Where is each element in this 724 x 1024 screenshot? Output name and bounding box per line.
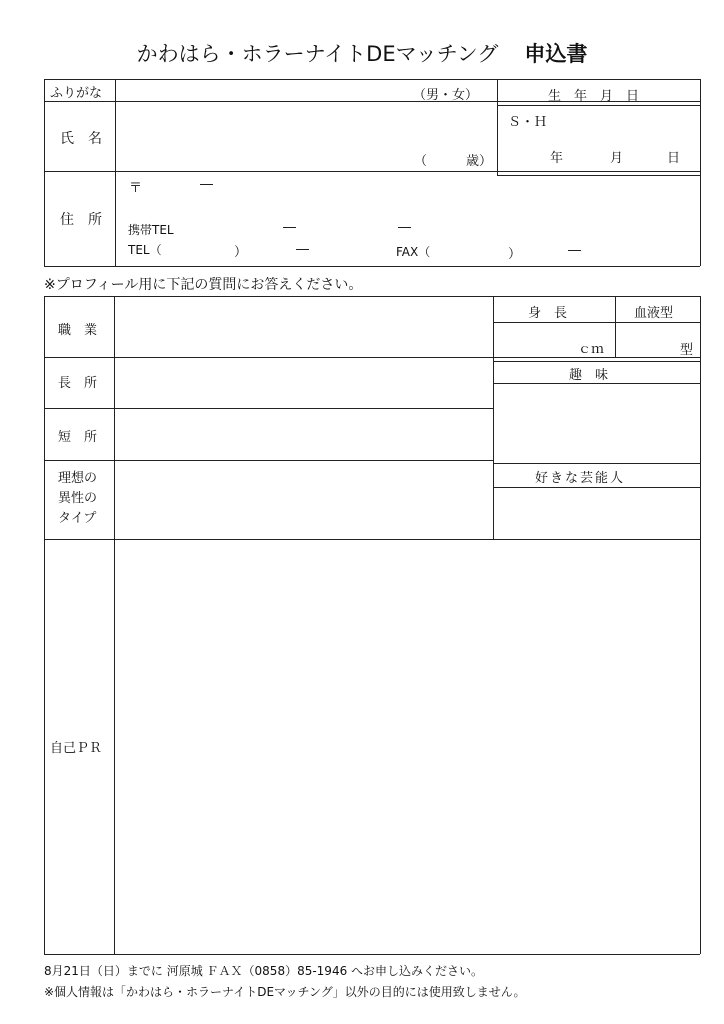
favorite-celebrity-field[interactable]: [495, 489, 699, 538]
height-field[interactable]: [495, 324, 613, 356]
ideal-type-label-line1: 理想の: [58, 471, 98, 486]
strength-label: 長 所: [58, 376, 98, 391]
table-left-border: [44, 79, 45, 266]
fax-close: ）: [508, 247, 522, 262]
blood-type-field[interactable]: [617, 324, 699, 356]
blood-type-unit: 型: [680, 343, 694, 358]
name-row-border: [44, 171, 700, 172]
profile-left-border: [44, 296, 45, 954]
self-pr-field[interactable]: [116, 541, 699, 952]
fax-dash: ―: [568, 243, 581, 258]
furigana-label: ふりがな: [50, 86, 103, 101]
height-unit: ｃｍ: [578, 342, 605, 357]
name-field[interactable]: [116, 102, 406, 170]
height-label: 身 長: [528, 306, 568, 321]
tel-dash: ―: [296, 242, 309, 257]
birthdate-header-border: [497, 105, 700, 106]
birth-year-unit: 年: [550, 151, 564, 166]
era-selector[interactable]: Ｓ・Ｈ: [508, 115, 548, 130]
ideal-type-label-line2: 異性の: [58, 491, 98, 506]
address-label: 住 所: [60, 212, 102, 228]
hobby-top-border: [493, 361, 700, 362]
celeb-header-border: [493, 487, 700, 488]
favorite-celebrity-label: 好きな芸能人: [535, 471, 626, 486]
blood-type-label: 血液型: [634, 306, 674, 321]
occupation-row-border: [44, 357, 700, 358]
gender-selector[interactable]: （男・女）: [413, 88, 479, 103]
table-right-border: [700, 79, 701, 266]
event-name: かわはら・ホラーナイトDEマッチング: [136, 42, 499, 66]
profile-label-column-border: [114, 296, 115, 954]
profile-bottom-border: [44, 954, 700, 955]
form-title: [0, 38, 724, 68]
strength-row-border: [44, 408, 493, 409]
name-label: 氏 名: [60, 131, 102, 147]
doc-type: 申込書: [524, 42, 588, 66]
birth-month-unit: 月: [610, 151, 624, 166]
weakness-field[interactable]: [116, 410, 491, 459]
mobile-label: 携帯TEL: [128, 223, 174, 237]
address-field[interactable]: [140, 190, 680, 216]
birthdate-header: 生 年 月 日: [548, 89, 640, 104]
birth-day-unit: 日: [667, 151, 681, 166]
age-field[interactable]: （ 歳）: [414, 154, 493, 169]
ideal-type-field[interactable]: [116, 462, 491, 538]
self-pr-label: 自己ＰＲ: [50, 741, 103, 756]
hobby-box-border: [493, 463, 700, 464]
privacy-note: ※個人情報は「かわはら・ホラーナイトDEマッチング」以外の目的には使用致しません。: [44, 985, 526, 999]
birthdate-box-border: [497, 175, 700, 176]
height-header-border: [493, 322, 700, 323]
furigana-field[interactable]: [116, 80, 416, 100]
profile-right-border: [700, 296, 701, 954]
weakness-label: 短 所: [58, 430, 98, 445]
blood-column-border: [615, 296, 616, 357]
address-row-border: [44, 266, 700, 267]
hobby-header-border: [493, 383, 700, 384]
fax-label: FAX（: [396, 245, 431, 259]
ideal-type-label-line3: タイプ: [58, 511, 97, 526]
profile-side-column-border: [493, 296, 494, 539]
profile-top-border: [44, 296, 700, 297]
postal-dash: ―: [200, 177, 213, 192]
postal-mark: 〒: [129, 181, 143, 196]
tel-close: ）: [234, 245, 248, 260]
ideal-type-label: [58, 469, 97, 529]
deadline-note: 8月21日（日）までに 河原城 ＦＡＸ（0858）85-1946 へお申し込みください。: [44, 964, 484, 978]
hobby-field[interactable]: [495, 385, 699, 462]
tel-label: TEL（: [128, 243, 162, 257]
ideal-row-border: [44, 539, 700, 540]
occupation-field[interactable]: [116, 298, 491, 356]
birthdate-column-border: [497, 79, 498, 175]
occupation-label: 職 業: [58, 323, 98, 338]
profile-note: ※プロフィール用に下記の質問にお答えください。: [44, 277, 363, 293]
mobile-dash-1: ―: [283, 220, 296, 235]
mobile-dash-2: ―: [398, 220, 411, 235]
weakness-row-border: [44, 460, 493, 461]
hobby-label: 趣 味: [569, 368, 609, 383]
strength-field[interactable]: [116, 359, 491, 407]
